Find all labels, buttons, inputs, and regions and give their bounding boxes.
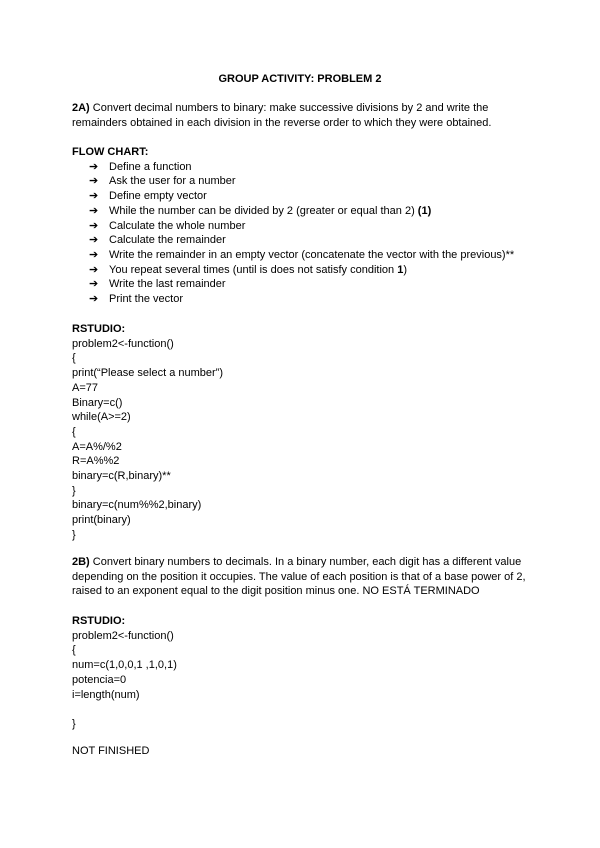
code-line [72,702,532,717]
code-line: problem2<-function() [72,337,174,350]
code-line: problem2<-function() [72,629,174,642]
flowchart-list [72,160,532,307]
code-line: { [72,352,76,365]
rstudio-code-section-2 [72,614,532,732]
arrow-right-icon: ➔ [89,293,99,306]
arrow-right-icon: ➔ [89,248,99,261]
flowchart-item [89,248,532,263]
code-line: { [72,644,76,657]
code-line: A=A%/%2 [72,440,122,453]
section-2b-label: 2B) [72,556,90,568]
code-line: num=c(1,0,0,1 ,1,0,1) [72,659,177,672]
code-line: binary=c(R,binary)** [72,470,171,483]
flowchart-item-text: Write the remainder in an empty vector (concatenate the vector with the previous)** [109,248,515,261]
code-line: while(A>=2) [72,411,131,424]
flowchart-item-text: Define a function [109,160,192,173]
arrow-right-icon: ➔ [89,234,99,247]
section-2a [72,101,532,130]
flowchart-item-condition-ref: (1) [417,204,432,217]
flowchart-item [89,204,532,219]
code-line: i=length(num) [72,688,140,701]
section-2a-paragraph [72,101,532,130]
flowchart-item-text: Ask the user for a number [109,175,236,188]
arrow-right-icon: ➔ [89,278,99,291]
arrow-right-icon: ➔ [89,175,99,188]
arrow-right-icon: ➔ [89,160,99,173]
code-line: { [72,425,76,438]
rstudio-heading-1: RSTUDIO: [72,323,126,335]
code-line: A=77 [72,381,98,394]
flowchart-item-text: Write the last remainder [109,278,226,291]
flowchart-item [89,189,532,204]
section-2b-text: Convert binary numbers to decimals. In a binary number, each digit has a different value depending on the position it occupies. The value of each position is that of a base power of 2, raised to an exponent equal to the digit position minus one. NO ESTÁ TERMINADO [72,556,526,598]
flowchart-item-tail: ) [403,263,407,276]
arrow-right-icon: ➔ [89,190,99,203]
code-line: } [72,717,76,730]
code-line: } [72,484,76,497]
flowchart-item [89,277,532,292]
rstudio-code-section-1 [72,322,532,543]
section-2a-text: Convert decimal numbers to binary: make successive divisions by 2 and write the remainders obtained in each division in the reverse order to which they were obtained. [72,102,492,129]
flowchart-item-text: Define empty vector [109,190,207,203]
flowchart-item-text: You repeat several times (until is does not satisfy condition [109,263,398,276]
page-title: GROUP ACTIVITY: PROBLEM 2 [218,73,382,85]
flowchart-item-text: Calculate the whole number [109,219,246,232]
flowchart-item-text: While the number can be divided by 2 (greater or equal than 2) [109,204,418,217]
flowchart-section [72,145,532,307]
arrow-right-icon: ➔ [89,204,99,217]
rstudio-heading-2: RSTUDIO: [72,615,126,627]
code-block-2 [72,629,532,732]
section-2b-paragraph [72,555,532,599]
flowchart-item [89,263,532,278]
flowchart-item-text: Calculate the remainder [109,234,226,247]
code-line: R=A%%2 [72,455,120,468]
section-2a-label: 2A) [72,102,90,114]
code-line: binary=c(num%%2,binary) [72,499,202,512]
code-line: potencia=0 [72,673,127,686]
flowchart-item-condition-ref: 1 [397,263,404,276]
flowchart-item-text: Print the vector [109,293,183,306]
not-finished-note: NOT FINISHED [72,745,150,757]
flowchart-item [89,233,532,248]
flowchart-item [89,160,532,175]
flowchart-item [89,292,532,307]
section-2b [72,555,532,599]
code-line: } [72,528,76,541]
flowchart-item [89,219,532,234]
arrow-right-icon: ➔ [89,263,99,276]
code-line: Binary=c() [72,396,123,409]
code-block-1 [72,337,532,543]
arrow-right-icon: ➔ [89,219,99,232]
code-line: print(“Please select a number”) [72,367,224,380]
flowchart-heading: FLOW CHART: [72,146,149,158]
flowchart-item [89,174,532,189]
code-line: print(binary) [72,514,131,527]
